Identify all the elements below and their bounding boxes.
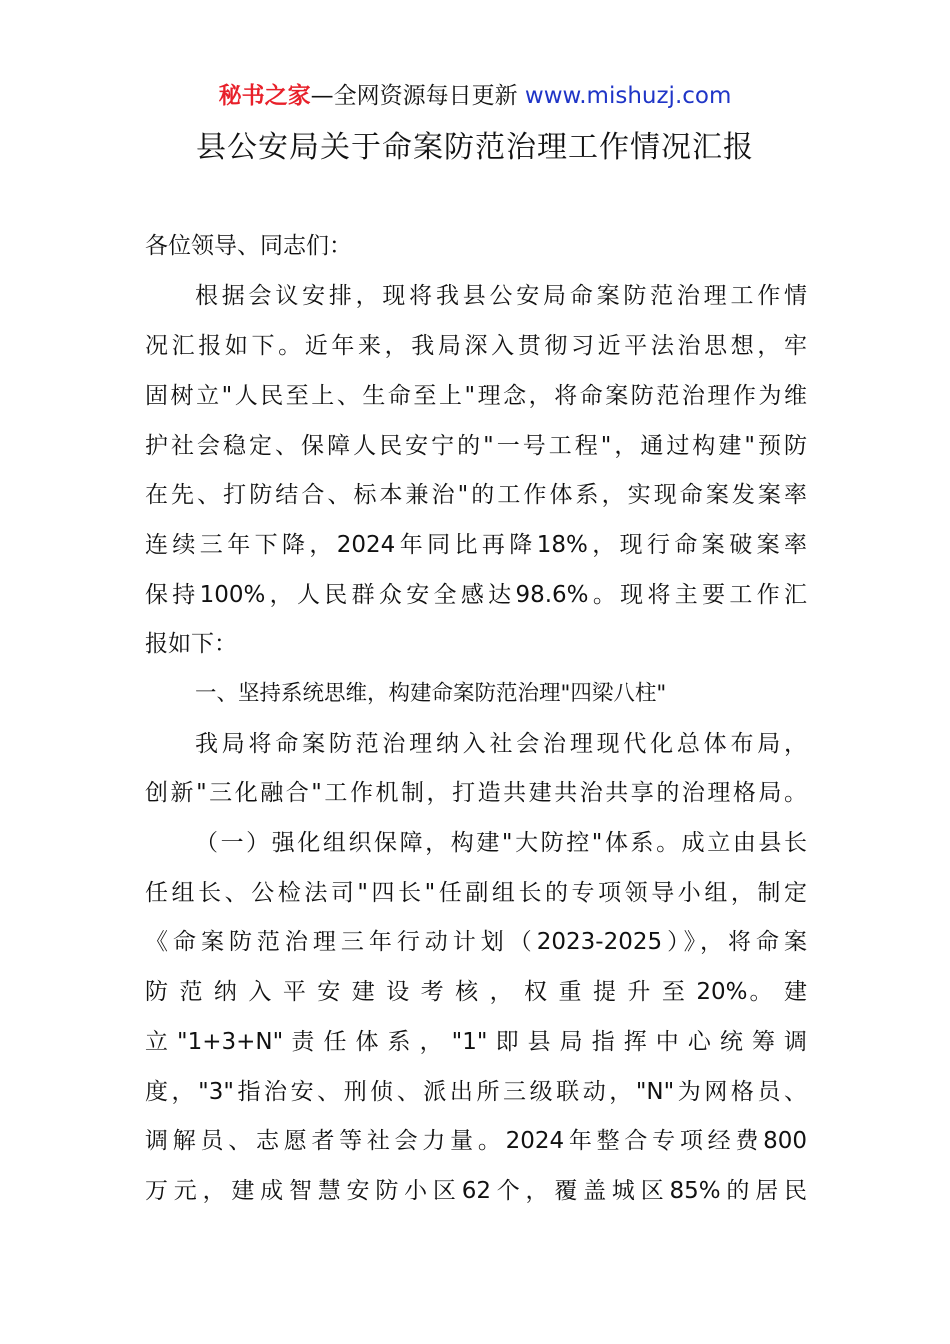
paragraph-line: 况汇报如下。近年来，我局深入贯彻习近平法治思想，牢	[145, 333, 807, 359]
paragraph-line: 在先、打防结合、标本兼治"的工作体系，实现命案发案率	[145, 482, 807, 508]
banner-brand: 秘书之家	[218, 83, 311, 109]
section-heading: 一、坚持系统思维，构建命案防范治理"四梁八柱"	[195, 681, 667, 706]
salutation: 各位领导、同志们：	[145, 233, 352, 259]
paragraph-line: 立 "1+3+N" 责 任 体 系 ， "1" 即 县 局 指 挥 中 心 统 筹 调	[145, 1029, 807, 1055]
paragraph-line: 报如下：	[145, 631, 237, 657]
paragraph-line: 连续三年下降，2024年同比再降18%，现行命案破案率	[145, 532, 807, 558]
banner-url-link[interactable]: www.mishuzj.com	[524, 83, 732, 109]
paragraph-line: 护社会稳定、保障人民安宁的"一号工程"，通过构建"预防	[145, 433, 807, 459]
paragraph-line: 万元，建成智慧安防小区62个，覆盖城区85%的居民	[145, 1178, 807, 1204]
paragraph-line: 调解员、志愿者等社会力量。2024年整合专项经费800	[145, 1128, 807, 1154]
document-title: 县公安局关于命案防范治理工作情况汇报	[196, 130, 754, 165]
paragraph-line: 保持100%，人民群众安全感达98.6%。现将主要工作汇	[145, 582, 807, 608]
site-banner	[0, 80, 950, 112]
paragraph-line: 防 范 纳 入 平 安 建 设 考 核 ， 权 重 提 升 至 20%。 建	[145, 979, 807, 1005]
paragraph-line: 固树立"人民至上、生命至上"理念，将命案防范治理作为维	[145, 383, 807, 409]
paragraph-line: 我局将命案防范治理纳入社会治理现代化总体布局，	[195, 731, 807, 757]
paragraph-line: 创新"三化融合"工作机制，打造共建共治共享的治理格局。	[145, 780, 807, 806]
banner-tagline: —全网资源每日更新	[310, 83, 525, 109]
paragraph-line: 度，"3"指治安、刑侦、派出所三级联动，"N"为网格员、	[145, 1079, 807, 1105]
paragraph-line: 《命案防范治理三年行动计划（2023-2025）》，将命案	[145, 929, 807, 955]
paragraph-line: （一）强化组织保障，构建"大防控"体系。成立由县长	[195, 830, 807, 856]
paragraph-line: 根据会议安排，现将我县公安局命案防范治理工作情	[195, 283, 807, 309]
paragraph-line: 任组长、公检法司"四长"任副组长的专项领导小组，制定	[145, 880, 807, 906]
